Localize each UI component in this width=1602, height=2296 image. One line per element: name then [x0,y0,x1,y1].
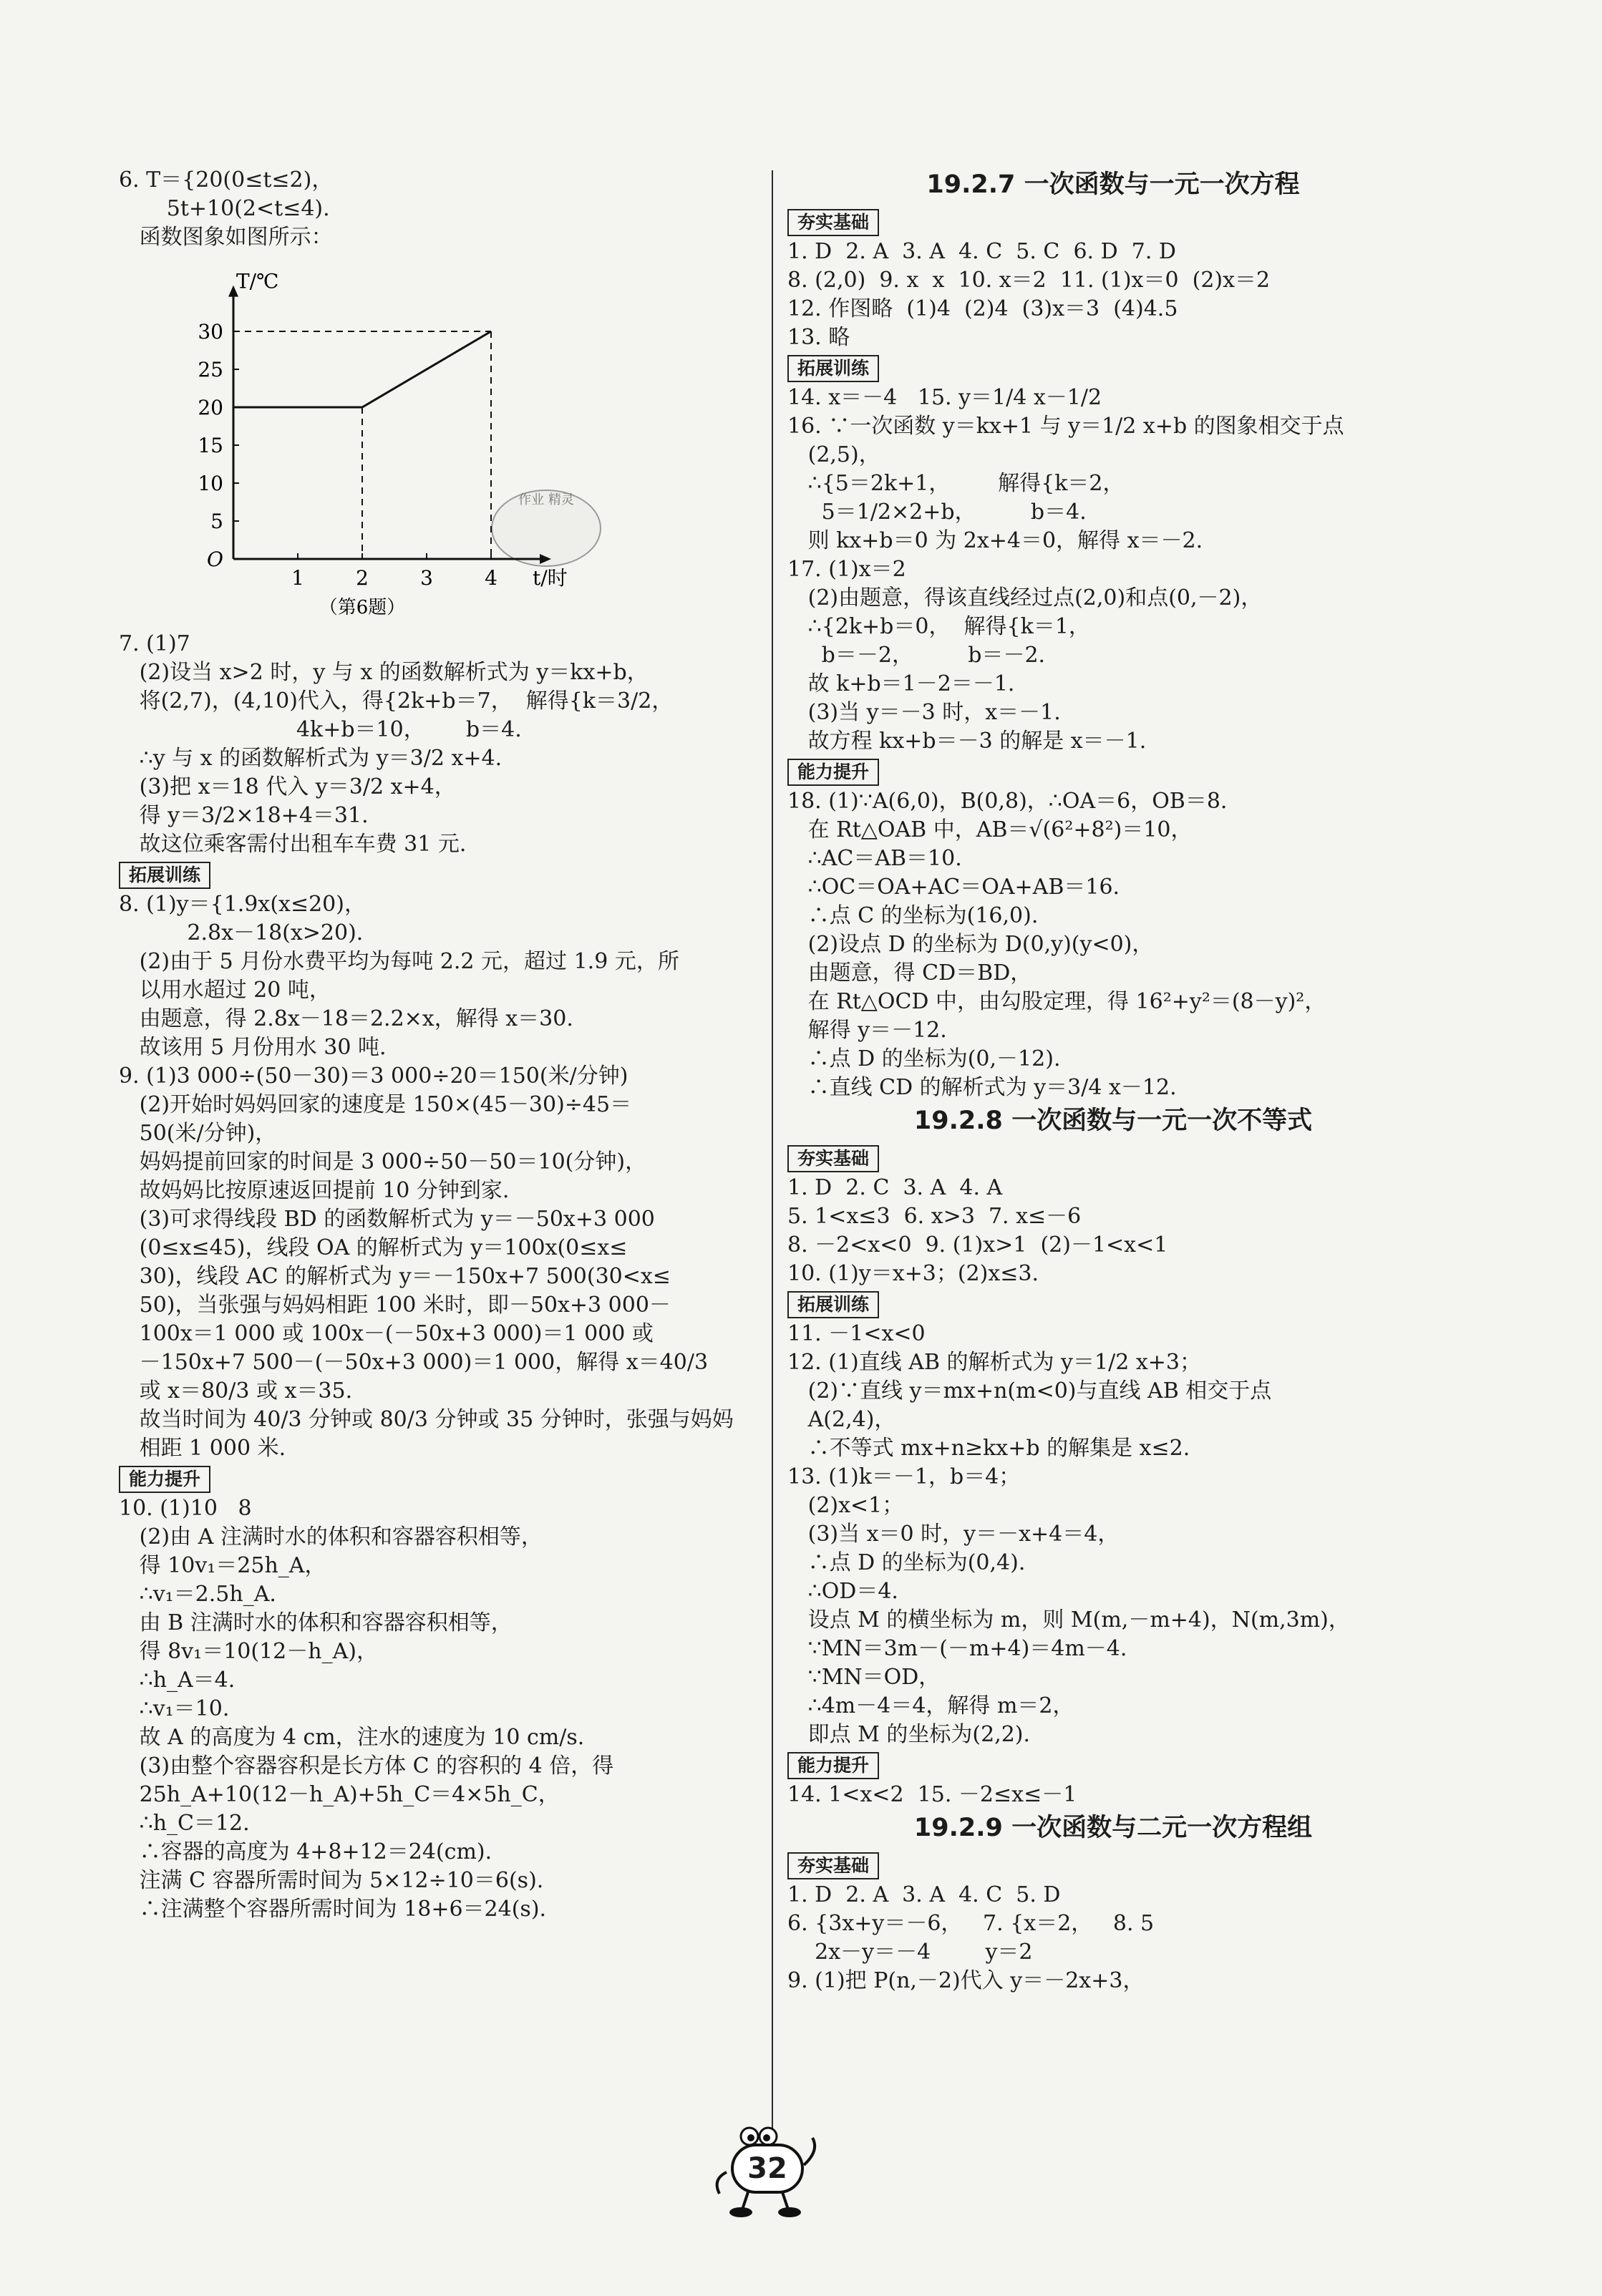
answer-line: 11. －1<x<0 [787,1321,926,1346]
answer-line: b＝－2， b＝－2. [787,643,1046,668]
answer-line: ∴y 与 x 的函数解析式为 y＝3/2 x+4. [119,746,503,771]
answer-line: ∴h_A＝4. [119,1668,236,1693]
answer-line: 故 k+b＝1－2＝－1. [787,671,1015,696]
answer-line: 得 8v₁＝10(12－h_A)， [119,1639,378,1664]
answer-line: (2)由题意，得该直线经过点(2,0)和点(0,－2)， [787,585,1263,611]
section-tag: 能力提升 [787,1752,879,1779]
section-tag-row [787,1749,1439,1781]
answer-line: ∴注满整个容器所需时间为 18+6＝24(s). [119,1897,547,1922]
figure-6 [119,255,763,627]
answer-line: 8. (2,0) 9. x x 10. x＝2 11. (1)x＝0 (2)x＝2 [787,268,1271,293]
answer-line: 12. 作图略 (1)4 (2)4 (3)x＝3 (4)4.5 [787,296,1178,321]
left-column [119,166,763,1924]
answer-line: 50(米/分钟)， [119,1121,277,1146]
answer-line: 2.8x－18(x>20). [119,920,364,945]
section-tag-row [787,1142,1439,1174]
chart [162,255,568,627]
y-tick-label: 5 [210,510,223,533]
answer-line: 由题意，得 2.8x－18＝2.2×x，解得 x＝30. [119,1006,573,1031]
answer-line: 100x＝1 000 或 100x－(－50x+3 000)＝1 000 或 [119,1321,654,1346]
answer-line: 8. －2<x<0 9. (1)x>1 (2)－1<x<1 [787,1232,1168,1258]
answer-line: 将(2,7)，(4,10)代入，得{2k+b＝7， 解得{k＝3/2， [119,689,674,714]
section-tag-row [119,1463,763,1494]
right-column [787,166,1439,1995]
section-tag: 拓展训练 [787,355,879,382]
section-tag: 夯实基础 [787,1145,879,1172]
answer-line: 6. {3x+y＝－6， 7. {x＝2， 8. 5 [787,1911,1155,1936]
answer-line: ∴点 C 的坐标为(16,0). [787,903,1039,928]
answer-line: (3)把 x＝18 代入 y＝3/2 x+4， [119,774,456,799]
answer-line: －150x+7 500－(－50x+3 000)＝1 000，解得 x＝40/3 [119,1350,709,1375]
answer-line: 函数图象如图所示： [119,225,333,250]
left-text-bottom [119,630,763,1924]
section-tag: 夯实基础 [787,209,879,236]
answer-line: 1. D 2. A 3. A 4. C 5. C 6. D 7. D [787,239,1176,264]
answer-line: 12. (1)直线 AB 的解析式为 y＝1/2 x+3； [787,1350,1201,1375]
answer-line: ∴{5＝2k+1， 解得{k＝2， [787,471,1125,496]
answer-line: 14. 1<x<2 15. －2≤x≤－1 [787,1782,1077,1807]
answer-line: 故妈妈比按原速返回提前 10 分钟到家. [119,1178,510,1203]
answer-line: 由 B 注满时水的体积和容器容积相等， [119,1610,513,1635]
answer-line: (2)设点 D 的坐标为 D(0,y)(y<0)， [787,932,1154,957]
answer-line: ∴不等式 mx+n≥kx+b 的解集是 x≤2. [787,1436,1190,1461]
answer-line: (2)开始时妈妈回家的速度是 150×(45－30)÷45＝ [119,1092,632,1117]
answer-line: (2)x<1； [787,1493,904,1518]
answer-line: (2)设当 x>2 时，y 与 x 的函数解析式为 y＝kx+b， [119,660,649,685]
answer-line: 以用水超过 20 吨， [119,978,331,1003]
answer-line: 7. (1)7 [119,631,190,656]
answer-line: 16. ∵一次函数 y＝kx+1 与 y＝1/2 x+b 的图象相交于点 [787,414,1344,439]
y-tick-label: 15 [198,434,223,457]
section-tag-row [119,859,763,890]
answer-line: 9. (1)3 000÷(50－30)＝3 000÷20＝150(米/分钟) [119,1064,628,1089]
answer-line: 设点 M 的横坐标为 m，则 M(m,－m+4)，N(m,3m)， [787,1607,1350,1633]
watermark-stamp: 作业 精灵 [491,490,601,567]
answer-line: ∴点 D 的坐标为(0,－12). [787,1046,1061,1071]
answer-line: 25h_A+10(12－h_A)+5h_C＝4×5h_C， [119,1782,560,1807]
answer-line: 5. 1<x≤3 6. x>3 7. x≤－6 [787,1204,1082,1229]
answer-line: A(2,4)， [787,1407,896,1432]
answer-line: (2)由于 5 月份水费平均为每吨 2.2 元，超过 1.9 元，所 [119,949,679,974]
answer-line: (3)可求得线段 BD 的函数解析式为 y＝－50x+3 000 [119,1207,655,1232]
left-text-top [119,166,763,252]
answer-line: 50)，当张强与妈妈相距 100 米时，即－50x+3 000－ [119,1293,671,1318]
section-title: 19.2.7 一次函数与一元一次方程 [926,170,1300,199]
section-title: 19.2.9 一次函数与二元一次方程组 [913,1814,1313,1842]
answer-line: 5＝1/2×2+b， b＝4. [787,500,1087,525]
page-number-mascot [705,2122,827,2222]
answer-line: 4k+b＝10， b＝4. [119,717,522,742]
section-tag: 能力提升 [787,759,879,786]
answer-line: 妈妈提前回家的时间是 3 000÷50－50＝10(分钟)， [119,1149,647,1174]
answer-line: (2)∵直线 y＝mx+n(m<0)与直线 AB 相交于点 [787,1378,1272,1404]
section-title: 19.2.8 一次函数与一元一次不等式 [913,1106,1313,1135]
section-tag-row [787,1849,1439,1881]
y-tick-label: 20 [198,396,223,419]
answer-line: 即点 M 的坐标为(2,2). [787,1722,1031,1747]
answer-line: ∴{2k+b＝0， 解得{k＝1， [787,614,1090,639]
answer-line: ∵MN＝OD， [787,1665,941,1690]
answer-line: 在 Rt△OCD 中，由勾股定理，得 16²+y²＝(8－y)²， [787,989,1326,1014]
answer-line: ∴点 D 的坐标为(0,4). [787,1550,1026,1575]
y-tick-label: 25 [198,358,223,381]
section-tag-row [787,352,1439,384]
answer-line: 故 A 的高度为 4 cm，注水的速度为 10 cm/s. [119,1725,585,1750]
figure-caption: （第6题） [319,597,406,618]
y-axis-label: T/℃ [236,269,279,293]
answer-line: 相距 1 000 米. [119,1436,286,1461]
y-tick-label: 30 [198,320,223,344]
section-tag-row [787,1288,1439,1320]
answer-line: ∴h_C＝12. [119,1811,250,1836]
answer-line: 在 Rt△OAB 中，AB＝√(6²+8²)＝10， [787,817,1193,842]
answer-line: (2)由 A 注满时水的体积和容器容积相等， [119,1524,543,1550]
answer-line: 故当时间为 40/3 分钟或 80/3 分钟或 35 分钟时，张强与妈妈 [119,1407,734,1432]
answer-line: 故该用 5 月份用水 30 吨. [119,1035,387,1060]
answer-line: 14. x＝－4 15. y＝1/4 x－1/2 [787,385,1102,410]
answer-line: 由题意，得 CD＝BD， [787,960,1032,986]
x-axis-arrow [540,554,551,564]
answer-line: 6. T＝{20(0≤t≤2)， [119,167,334,193]
section-tag-row [787,756,1439,787]
x-tick-label: 3 [420,566,433,590]
section-tag: 拓展训练 [787,1291,879,1318]
column-divider [772,170,773,2174]
x-tick-label: 4 [485,566,497,590]
answer-line: 9. (1)把 P(n,－2)代入 y＝－2x+3， [787,1968,1145,1993]
answer-line: ∴OD＝4. [787,1579,898,1604]
section-tag: 夯实基础 [787,1852,879,1879]
answer-line: 得 y＝3/2×18+4＝31. [119,803,369,828]
answer-line: 13. 略 [787,325,850,350]
y-tick-label: 10 [198,472,223,495]
answer-line: 注满 C 容器所需时间为 5×12÷10＝6(s). [119,1868,544,1893]
answer-line: ∴AC＝AB＝10. [787,846,962,871]
page-number: 32 [731,2144,804,2194]
answer-line: ∴容器的高度为 4+8+12＝24(cm). [119,1839,492,1864]
answer-line: 故方程 kx+b＝－3 的解是 x＝－1. [787,729,1147,754]
section-tag: 能力提升 [119,1466,210,1493]
answer-line: 1. D 2. C 3. A 4. A [787,1175,1003,1200]
answer-line: 2x－y＝－4 y＝2 [787,1940,1033,1965]
section-tag-row [787,206,1439,238]
x-tick-label: 1 [291,566,304,590]
answer-line: (2,5)， [787,442,880,467]
x-axis-label: t/时 [533,566,568,590]
answer-line: ∴v₁＝10. [119,1696,230,1721]
answer-line: 5t+10(2<t≤4). [119,196,330,221]
answer-line: 17. (1)x＝2 [787,557,906,582]
answer-line: 13. (1)k＝－1，b＝4； [787,1464,1021,1489]
answer-line: ∴OC＝OA+AC＝OA+AB＝16. [787,875,1120,900]
answer-line: ∵MN＝3m－(－m+4)＝4m－4. [787,1636,1127,1661]
answer-line: ∴v₁＝2.5h_A. [119,1582,276,1607]
answer-line: (3)当 y＝－3 时，x＝－1. [787,700,1061,725]
answer-line: 或 x＝80/3 或 x＝35. [119,1378,353,1404]
answer-line: 10. (1)10 8 [119,1496,252,1521]
answer-line: (3)由整个容器容积是长方体 C 的容积的 4 倍，得 [119,1753,614,1779]
answer-line: ∴直线 CD 的解析式为 y＝3/4 x－12. [787,1075,1177,1100]
answer-line: 30)，线段 AC 的解析式为 y＝－150x+7 500(30<x≤ [119,1264,671,1289]
answer-line: ∴4m－4＝4，解得 m＝2， [787,1693,1074,1718]
section-tag: 拓展训练 [119,862,210,889]
answer-line: (3)当 x＝0 时，y＝－x+4＝4， [787,1522,1120,1547]
answer-line: 10. (1)y＝x+3；(2)x≤3. [787,1261,1039,1286]
answer-line: 18. (1)∵A(6,0)，B(0,8)，∴OA＝6，OB＝8. [787,789,1228,814]
answer-line: 得 10v₁＝25h_A， [119,1553,326,1578]
answer-line: 故这位乘客需付出租车车费 31 元. [119,832,467,857]
answer-line: (0≤x≤45)，线段 OA 的解析式为 y＝100x(0≤x≤ [119,1235,628,1260]
x-tick-label: 2 [356,566,369,590]
answer-line: 则 kx+b＝0 为 2x+4＝0，解得 x＝－2. [787,528,1203,553]
answer-line: 1. D 2. A 3. A 4. C 5. D [787,1882,1061,1907]
origin-label: O [207,548,223,571]
series-line-T [233,331,491,407]
answer-line: 8. (1)y＝{1.9x(x≤20)， [119,892,366,917]
answer-line: 解得 y＝－12. [787,1018,947,1043]
